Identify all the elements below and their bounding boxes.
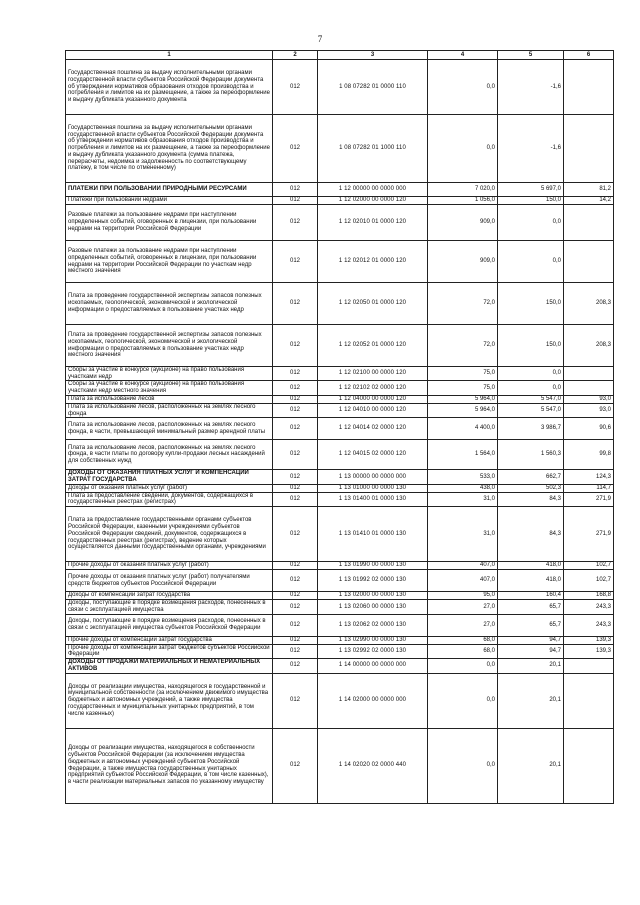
plan-value-cell: 407,0 <box>428 570 498 592</box>
plan-value-cell: 0,0 <box>428 673 498 728</box>
plan-value-cell: 407,0 <box>428 562 498 570</box>
income-name-cell: ДОХОДЫ ОТ ПРОДАЖИ МАТЕРИАЛЬНЫХ И НЕМАТЕРИАЛЬНЫХ АКТИВОВ <box>66 659 273 673</box>
budget-class-code-cell: 1 14 00000 00 0000 000 <box>318 659 428 673</box>
table-row <box>66 381 614 395</box>
percent-value-cell: 102,7 <box>564 570 614 592</box>
table-row <box>66 395 614 403</box>
income-name-cell: Доходы, поступающие в порядке возмещения расходов, понесенных в связи с эксплуатацией имущества <box>66 600 273 614</box>
actual-value-cell: 150,0 <box>498 325 564 367</box>
budget-class-code-cell: 1 14 02000 00 0000 000 <box>318 673 428 728</box>
budget-class-code-cell: 1 12 04010 00 0000 120 <box>318 403 428 417</box>
income-name-cell: ДОХОДЫ ОТ ОКАЗАНИЯ ПЛАТНЫХ УСЛУГ И КОМПЕНСАЦИИ ЗАТРАТ ГОСУДАРСТВА <box>66 470 273 484</box>
percent-value-cell: 139,3 <box>564 636 614 644</box>
table-row <box>66 507 614 562</box>
percent-value-cell: 102,7 <box>564 562 614 570</box>
table-row <box>66 283 614 325</box>
income-name-cell: Платежи при пользовании недрами <box>66 197 273 205</box>
income-name-cell: Сборы за участие в конкурсе (аукционе) на право пользования участками недр местного значения <box>66 381 273 395</box>
admin-code-cell: 012 <box>273 507 318 562</box>
plan-value-cell: 4 400,0 <box>428 418 498 440</box>
column-header-6: 6 <box>564 51 614 60</box>
plan-value-cell: 1 056,0 <box>428 197 498 205</box>
admin-code-cell: 012 <box>273 241 318 283</box>
budget-class-code-cell: 1 13 02990 00 0000 130 <box>318 636 428 644</box>
percent-value-cell: 139,3 <box>564 644 614 658</box>
table-row <box>66 600 614 614</box>
plan-value-cell: 5 964,0 <box>428 403 498 417</box>
column-header-5: 5 <box>498 51 564 60</box>
admin-code-cell: 012 <box>273 659 318 673</box>
budget-class-code-cell: 1 12 02052 01 0000 120 <box>318 325 428 367</box>
income-name-cell: Государственная пошлина за выдачу исполнительными органами государственной власти субъектов Российской Федерации документа об утверждении нормативов образования отходов производства и потребления и лимитов на их размещение, а также за переоформление и выдачу дубликата указанного документа (сумма платежа, перерасчеты, недоимка и задолженность по соответствующему платежу, в том числе по отмененному) <box>66 115 273 183</box>
percent-value-cell: 81,2 <box>564 183 614 197</box>
plan-value-cell: 0,0 <box>428 115 498 183</box>
income-name-cell: Разовые платежи за пользование недрами при наступлении определенных событий, оговоренных в лицензии, при пользовании недрами на территории Российской Федерации по участкам недр местного значения <box>66 241 273 283</box>
table-row <box>66 60 614 115</box>
admin-code-cell: 012 <box>273 325 318 367</box>
table-row <box>66 570 614 592</box>
actual-value-cell: 0,0 <box>498 367 564 381</box>
plan-value-cell: 909,0 <box>428 241 498 283</box>
actual-value-cell: 20,1 <box>498 728 564 803</box>
budget-class-code-cell: 1 12 04014 02 0000 120 <box>318 418 428 440</box>
plan-value-cell: 1 564,0 <box>428 440 498 470</box>
plan-value-cell: 68,0 <box>428 636 498 644</box>
admin-code-cell: 012 <box>273 484 318 492</box>
budget-class-code-cell: 1 13 02060 00 0000 130 <box>318 600 428 614</box>
table-row <box>66 492 614 506</box>
actual-value-cell: 20,1 <box>498 673 564 728</box>
table-row <box>66 403 614 417</box>
admin-code-cell: 012 <box>273 636 318 644</box>
actual-value-cell: 0,0 <box>498 381 564 395</box>
percent-value-cell <box>564 673 614 728</box>
income-name-cell: Доходы от компенсации затрат государства <box>66 592 273 600</box>
income-name-cell: ПЛАТЕЖИ ПРИ ПОЛЬЗОВАНИИ ПРИРОДНЫМИ РЕСУРСАМИ <box>66 183 273 197</box>
percent-value-cell <box>564 381 614 395</box>
actual-value-cell: -1,6 <box>498 60 564 115</box>
plan-value-cell: 533,0 <box>428 470 498 484</box>
budget-class-code-cell: 1 12 02000 00 0000 120 <box>318 197 428 205</box>
actual-value-cell: -1,6 <box>498 115 564 183</box>
budget-class-code-cell: 1 08 07282 01 1000 110 <box>318 115 428 183</box>
income-name-cell: Прочие доходы от компенсации затрат государства <box>66 636 273 644</box>
percent-value-cell: 208,3 <box>564 283 614 325</box>
budget-class-code-cell: 1 12 02102 02 0000 120 <box>318 381 428 395</box>
income-name-cell: Разовые платежи за пользование недрами при наступлении определенных событий, оговоренных в лицензии, при пользовании недрами на территории Российской Федерации <box>66 205 273 241</box>
income-name-cell: Плата за проведение государственной экспертизы запасов полезных ископаемых, геологической, экономической и экологической информации о предоставляемых в пользование участках недр <box>66 283 273 325</box>
plan-value-cell: 909,0 <box>428 205 498 241</box>
income-name-cell: Плата за использование лесов <box>66 395 273 403</box>
budget-class-code-cell: 1 12 02012 01 0000 120 <box>318 241 428 283</box>
admin-code-cell: 012 <box>273 381 318 395</box>
income-name-cell: Прочие доходы от компенсации затрат бюджетов субъектов Российской Федерации <box>66 644 273 658</box>
admin-code-cell: 012 <box>273 440 318 470</box>
percent-value-cell <box>564 205 614 241</box>
percent-value-cell <box>564 115 614 183</box>
budget-class-code-cell: 1 13 01990 00 0000 130 <box>318 562 428 570</box>
percent-value-cell: 243,3 <box>564 600 614 614</box>
admin-code-cell: 012 <box>273 492 318 506</box>
actual-value-cell: 150,0 <box>498 197 564 205</box>
budget-class-code-cell: 1 08 07282 01 0000 110 <box>318 60 428 115</box>
admin-code-cell: 012 <box>273 470 318 484</box>
admin-code-cell: 012 <box>273 673 318 728</box>
income-name-cell: Сборы за участие в конкурсе (аукционе) на право пользования участками недр <box>66 367 273 381</box>
table-row <box>66 367 614 381</box>
admin-code-cell: 012 <box>273 570 318 592</box>
budget-class-code-cell: 1 12 02050 01 0000 120 <box>318 283 428 325</box>
plan-value-cell: 72,0 <box>428 283 498 325</box>
percent-value-cell: 93,0 <box>564 395 614 403</box>
admin-code-cell: 012 <box>273 614 318 636</box>
income-name-cell: Доходы, поступающие в порядке возмещения расходов, понесенных в связи с эксплуатацией имущества субъектов Российской Федерации <box>66 614 273 636</box>
table-row <box>66 636 614 644</box>
plan-value-cell: 0,0 <box>428 659 498 673</box>
percent-value-cell: 208,3 <box>564 325 614 367</box>
admin-code-cell: 012 <box>273 644 318 658</box>
table-row <box>66 562 614 570</box>
admin-code-cell: 012 <box>273 592 318 600</box>
admin-code-cell: 012 <box>273 115 318 183</box>
actual-value-cell: 0,0 <box>498 241 564 283</box>
table-row <box>66 241 614 283</box>
budget-class-code-cell: 1 12 02100 00 0000 120 <box>318 367 428 381</box>
income-name-cell: Плата за использование лесов, расположенных на землях лесного фонда, в части платы по договору купли-продажи лесных насаждений для собственных нужд <box>66 440 273 470</box>
budget-class-code-cell: 1 13 02000 00 0000 130 <box>318 592 428 600</box>
percent-value-cell: 271,9 <box>564 507 614 562</box>
income-name-cell: Доходы от реализации имущества, находящегося в государственной и муниципальной собственности (за исключением движимого имущества бюджетных и автономных учреждений, а также имущества государственных и муниципальных унитарных предприятий, в том числе казенных) <box>66 673 273 728</box>
table-row <box>66 418 614 440</box>
percent-value-cell <box>564 728 614 803</box>
budget-class-code-cell: 1 13 00000 00 0000 000 <box>318 470 428 484</box>
page-number: 7 <box>317 34 323 44</box>
plan-value-cell: 438,0 <box>428 484 498 492</box>
column-header-4: 4 <box>428 51 498 60</box>
budget-class-code-cell: 1 13 01000 00 0000 130 <box>318 484 428 492</box>
percent-value-cell: 114,7 <box>564 484 614 492</box>
admin-code-cell: 012 <box>273 403 318 417</box>
actual-value-cell: 418,0 <box>498 562 564 570</box>
table-row <box>66 728 614 803</box>
actual-value-cell: 418,0 <box>498 570 564 592</box>
percent-value-cell <box>564 241 614 283</box>
percent-value-cell: 90,6 <box>564 418 614 440</box>
plan-value-cell: 0,0 <box>428 728 498 803</box>
table-row <box>66 115 614 183</box>
actual-value-cell: 65,7 <box>498 614 564 636</box>
actual-value-cell: 5 547,0 <box>498 403 564 417</box>
table-row <box>66 183 614 197</box>
income-name-cell: Плата за использование лесов, расположенных на землях лесного фонда <box>66 403 273 417</box>
plan-value-cell: 75,0 <box>428 367 498 381</box>
table-row <box>66 205 614 241</box>
plan-value-cell: 27,0 <box>428 600 498 614</box>
percent-value-cell <box>564 659 614 673</box>
plan-value-cell: 27,0 <box>428 614 498 636</box>
table-body <box>66 60 614 804</box>
table-row <box>66 440 614 470</box>
admin-code-cell: 012 <box>273 60 318 115</box>
table-row <box>66 197 614 205</box>
income-name-cell: Прочие доходы от оказания платных услуг (работ) <box>66 562 273 570</box>
budget-class-code-cell: 1 13 01410 01 0000 130 <box>318 507 428 562</box>
actual-value-cell: 3 986,7 <box>498 418 564 440</box>
plan-value-cell: 0,0 <box>428 60 498 115</box>
budget-class-code-cell: 1 13 02992 02 0000 130 <box>318 644 428 658</box>
budget-class-code-cell: 1 13 01992 02 0000 130 <box>318 570 428 592</box>
percent-value-cell <box>564 60 614 115</box>
admin-code-cell: 012 <box>273 183 318 197</box>
plan-value-cell: 31,0 <box>428 492 498 506</box>
income-name-cell: Прочие доходы от оказания платных услуг (работ) получателями средств бюджетов субъектов Российской Федерации <box>66 570 273 592</box>
budget-class-code-cell: 1 14 02020 02 0000 440 <box>318 728 428 803</box>
actual-value-cell: 150,0 <box>498 283 564 325</box>
table-row <box>66 644 614 658</box>
plan-value-cell: 95,0 <box>428 592 498 600</box>
table-row <box>66 470 614 484</box>
actual-value-cell: 0,0 <box>498 205 564 241</box>
admin-code-cell: 012 <box>273 197 318 205</box>
income-name-cell: Доходы от реализации имущества, находящегося в собственности субъектов Российской Федерации (за исключением имущества бюджетных и автономных учреждений субъектов Российской Федерации, а также имущества государственных унитарных предприятий субъектов Российской Федерации, в том числе казенных), в части реализации материальных запасов по указанному имуществу <box>66 728 273 803</box>
percent-value-cell: 168,8 <box>564 592 614 600</box>
actual-value-cell: 94,7 <box>498 644 564 658</box>
plan-value-cell: 7 020,0 <box>428 183 498 197</box>
admin-code-cell: 012 <box>273 395 318 403</box>
column-header-1: 1 <box>66 51 273 60</box>
table-row <box>66 325 614 367</box>
income-name-cell: Плата за проведение государственной экспертизы запасов полезных ископаемых, геологической, экономической и экологической информации о предоставляемых в пользование участках недр местного значения <box>66 325 273 367</box>
budget-class-code-cell: 1 12 02010 01 0000 120 <box>318 205 428 241</box>
income-name-cell: Плата за использование лесов, расположенных на землях лесного фонда, в части, превышающей минимальный размер арендной платы <box>66 418 273 440</box>
table-row <box>66 614 614 636</box>
admin-code-cell: 012 <box>273 367 318 381</box>
admin-code-cell: 012 <box>273 283 318 325</box>
budget-class-code-cell: 1 13 02062 02 0000 130 <box>318 614 428 636</box>
actual-value-cell: 94,7 <box>498 636 564 644</box>
budget-class-code-cell: 1 12 04000 00 0000 120 <box>318 395 428 403</box>
plan-value-cell: 75,0 <box>428 381 498 395</box>
percent-value-cell: 14,2 <box>564 197 614 205</box>
revenue-table <box>65 50 614 804</box>
actual-value-cell: 160,4 <box>498 592 564 600</box>
budget-class-code-cell: 1 12 00000 00 0000 000 <box>318 183 428 197</box>
income-name-cell: Доходы от оказания платных услуг (работ) <box>66 484 273 492</box>
table-row <box>66 484 614 492</box>
actual-value-cell: 5 547,0 <box>498 395 564 403</box>
column-header-2: 2 <box>273 51 318 60</box>
actual-value-cell: 5 697,0 <box>498 183 564 197</box>
percent-value-cell: 124,3 <box>564 470 614 484</box>
income-name-cell: Плата за предоставление государственными органами субъектов Российской Федерации, казенными учреждениями субъектов Российской Федерации сведений, документов, содержащихся в государственных реестрах (регистрах), ведение которых осуществляется данными государственными органами, учреждениями <box>66 507 273 562</box>
admin-code-cell: 012 <box>273 205 318 241</box>
percent-value-cell: 99,8 <box>564 440 614 470</box>
actual-value-cell: 84,3 <box>498 507 564 562</box>
admin-code-cell: 012 <box>273 600 318 614</box>
percent-value-cell: 271,9 <box>564 492 614 506</box>
actual-value-cell: 662,7 <box>498 470 564 484</box>
actual-value-cell: 20,1 <box>498 659 564 673</box>
actual-value-cell: 84,3 <box>498 492 564 506</box>
percent-value-cell: 93,0 <box>564 403 614 417</box>
budget-class-code-cell: 1 12 04015 02 0000 120 <box>318 440 428 470</box>
admin-code-cell: 012 <box>273 728 318 803</box>
table-row <box>66 592 614 600</box>
admin-code-cell: 012 <box>273 562 318 570</box>
plan-value-cell: 68,0 <box>428 644 498 658</box>
admin-code-cell: 012 <box>273 418 318 440</box>
actual-value-cell: 65,7 <box>498 600 564 614</box>
column-header-3: 3 <box>318 51 428 60</box>
actual-value-cell: 502,3 <box>498 484 564 492</box>
percent-value-cell: 243,3 <box>564 614 614 636</box>
income-name-cell: Плата за предоставление сведений, документов, содержащихся в государственных реестрах (регистрах) <box>66 492 273 506</box>
plan-value-cell: 72,0 <box>428 325 498 367</box>
table-header-row <box>66 51 614 60</box>
budget-class-code-cell: 1 13 01400 01 0000 130 <box>318 492 428 506</box>
actual-value-cell: 1 560,3 <box>498 440 564 470</box>
plan-value-cell: 5 964,0 <box>428 395 498 403</box>
percent-value-cell <box>564 367 614 381</box>
table-row <box>66 673 614 728</box>
plan-value-cell: 31,0 <box>428 507 498 562</box>
table-row <box>66 659 614 673</box>
income-name-cell: Государственная пошлина за выдачу исполнительными органами государственной власти субъектов Российской Федерации документа об утверждении нормативов образования отходов производства и потребления и лимитов на их размещение, а также за переоформление и выдачу дубликата указанного документа <box>66 60 273 115</box>
